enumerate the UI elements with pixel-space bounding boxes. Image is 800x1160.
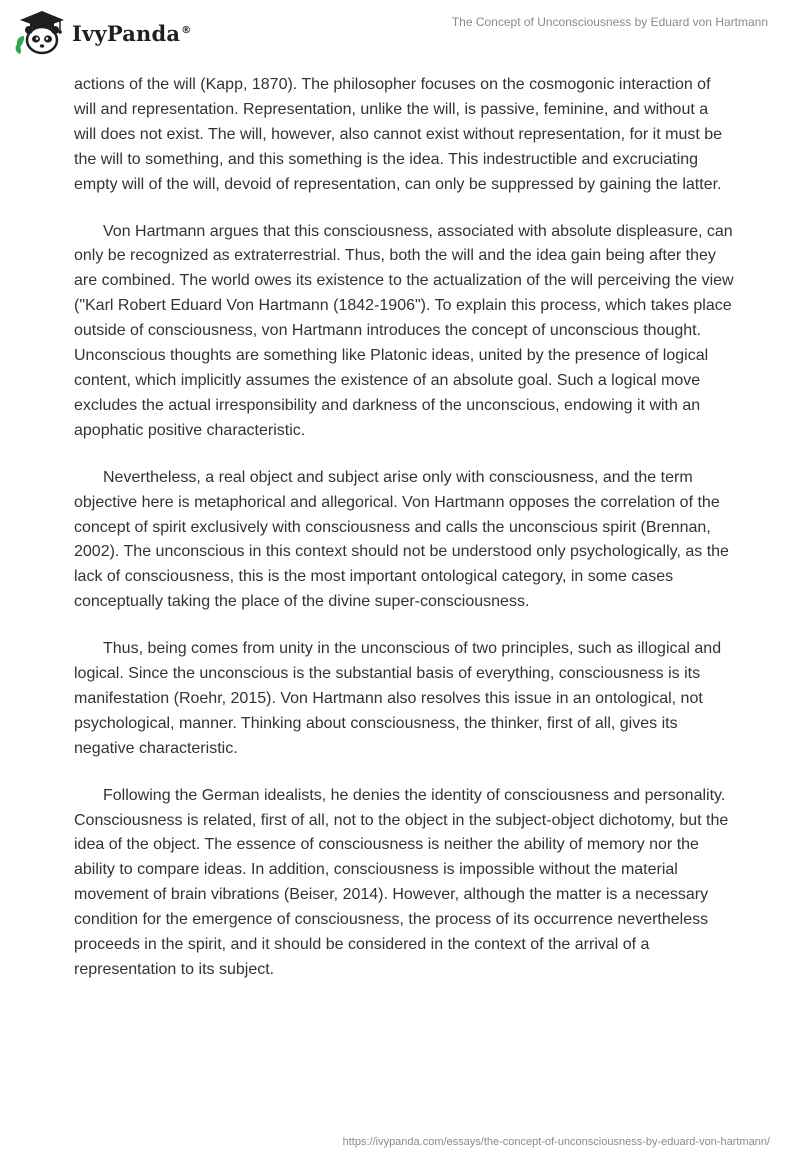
- logo-text: IvyPanda®: [72, 20, 192, 46]
- paragraph-3: Nevertheless, a real object and subject arise only with consciousness, and the term objective here is metaphorical and allegorical. Von Hartmann opposes the correlation of the concept of spirit exclusively with consciousness and calls the unconscious spirit (Brennan, 2002). The unconscious in this context should not be understood only psychologically, as the lack of consciousness, this is the most important ontological category, in some cases conceptually taking the place of the divine super-consciousness.: [74, 468, 729, 611]
- source-url[interactable]: https://ivypanda.com/essays/the-concept-of-unconsciousness-by-eduard-von-hartmann/: [342, 1136, 770, 1148]
- essay-body: [74, 73, 734, 1005]
- paragraph-5: Following the German idealists, he denies the identity of consciousness and personality. Consciousness is related, first of all, not to the object in the subject-object dichotomy, but the idea of the object. The essence of consciousness is neither the ability of memory nor the ability to compare ideas. In addition, consciousness is impossible without the material movement of brain vibrations (Beiser, 2014). However, although the matter is a necessary condition for the emergence of consciousness, the process of its occurrence nevertheless proceeds in the spirit, and it should be considered in the context of the arrival of a representation to its subject.: [74, 786, 729, 978]
- page-header: [0, 0, 800, 60]
- ivypanda-logo[interactable]: [12, 8, 191, 56]
- paragraph-1: actions of the will (Kapp, 1870). The philosopher focuses on the cosmogonic interaction of will and representation. Representation, unlike the will, is passive, feminine, and without a will does not exist. The will, however, also cannot exist without representation, for it must be the will to something, and this something is the idea. This indestructible and excruciating empty will of the will, devoid of representation, can only be suppressed by gaining the latter.: [74, 76, 723, 193]
- paragraph-4: Thus, being comes from unity in the unconscious of two principles, such as illogical and logical. Since the unconscious is the substantial basis of everything, consciousness is its manifestation (Roehr, 2015). Von Hartmann also resolves this issue in an ontological, not psychological, manner. Thinking about consciousness, the thinker, first of all, gives its negative characteristic.: [74, 640, 722, 757]
- paragraph-2: Von Hartmann argues that this consciousness, associated with absolute displeasure, can only be recognized as extraterrestrial. Thus, both the will and the idea gain being after they are combined. The world owes its existence to the actualization of the will perceiving the view ("Karl Robert Eduard Von Hartmann (1842-1906"). To explain this process, which takes place outside of consciousness, von Hartmann introduces the concept of unconscious thought. Unconscious thoughts are something like Platonic ideas, united by the presence of logical content, which implicitly assumes the existence of an absolute goal. Such a logical move excludes the actual irresponsibility and darkness of the unconscious, endowing it with an apophatic positive characteristic.: [74, 222, 734, 439]
- panda-graduate-icon: [12, 8, 68, 56]
- registered-mark: ®: [181, 24, 192, 36]
- document-title: The Concept of Unconsciousness by Eduard von Hartmann: [451, 15, 768, 29]
